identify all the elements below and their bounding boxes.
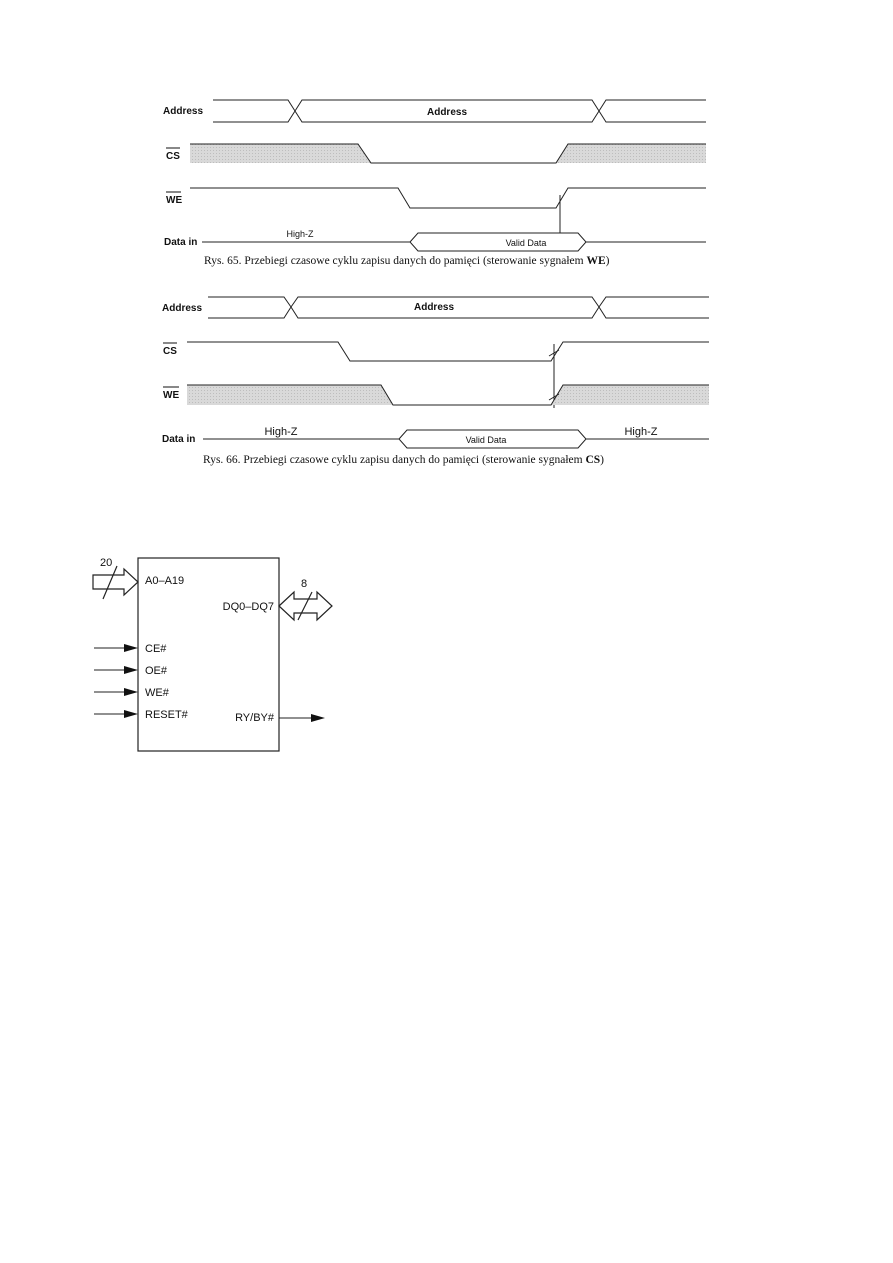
- memory-chip-block: [93, 557, 332, 751]
- signal-label-cs: CS: [166, 151, 180, 162]
- caption-signal: WE: [586, 255, 606, 267]
- input-we: [94, 688, 138, 696]
- caption-end: ): [605, 255, 610, 267]
- data-in-waveform: [202, 233, 706, 251]
- caption-signal: CS: [585, 454, 601, 466]
- data-bus-arrow: [279, 592, 332, 620]
- cs-waveform: [190, 144, 706, 163]
- signal-label-data-in: Data in: [162, 434, 196, 445]
- valid-data-label: Valid Data: [505, 238, 547, 248]
- address-bus-label: Address: [413, 302, 455, 313]
- data-bus-width: 8: [301, 578, 308, 590]
- signal-label-data-in: Data in: [164, 237, 198, 248]
- signal-label-we: WE: [163, 390, 180, 401]
- input-ce: [94, 644, 138, 652]
- input-reset: [94, 710, 138, 718]
- timing-diagram-65: [163, 100, 706, 267]
- signal-label-address: Address: [163, 106, 204, 117]
- output-ry-by: [279, 714, 325, 722]
- we-waveform: [190, 188, 706, 233]
- address-bus-arrow: [93, 566, 138, 599]
- figure-66-caption: [203, 454, 604, 466]
- address-pins-label: A0–A19: [145, 575, 185, 587]
- caption-text: Rys. 65. Przebiegi czasowe cyklu zapisu danych do pamięci (sterowanie sygnałem: [204, 255, 587, 267]
- caption-text: Rys. 66. Przebiegi czasowe cyklu zapisu danych do pamięci (sterowanie sygnałem: [203, 454, 586, 466]
- high-z-label: High-Z: [286, 229, 314, 239]
- signal-label-we: WE: [166, 195, 183, 206]
- input-label-reset: RESET#: [145, 709, 188, 721]
- data-pins-label: DQ0–DQ7: [222, 601, 274, 613]
- signal-label-address: Address: [162, 303, 203, 314]
- input-oe: [94, 666, 138, 674]
- address-bus-width: 20: [100, 557, 113, 569]
- timing-diagram-66: [162, 297, 709, 466]
- input-label-ce: CE#: [145, 643, 167, 655]
- valid-data-label: Valid Data: [465, 435, 507, 445]
- high-z-left-label: High-Z: [264, 426, 298, 438]
- input-label-we: WE#: [145, 687, 169, 699]
- figure-65-caption: [204, 255, 610, 267]
- output-label-ry-by: RY/BY#: [235, 712, 274, 724]
- address-waveform: [208, 297, 709, 318]
- we-waveform: [187, 385, 709, 405]
- signal-label-cs: CS: [163, 346, 177, 357]
- caption-end: ): [600, 454, 604, 466]
- high-z-right-label: High-Z: [624, 426, 658, 438]
- address-bus-label: Address: [426, 107, 468, 118]
- input-label-oe: OE#: [145, 665, 168, 677]
